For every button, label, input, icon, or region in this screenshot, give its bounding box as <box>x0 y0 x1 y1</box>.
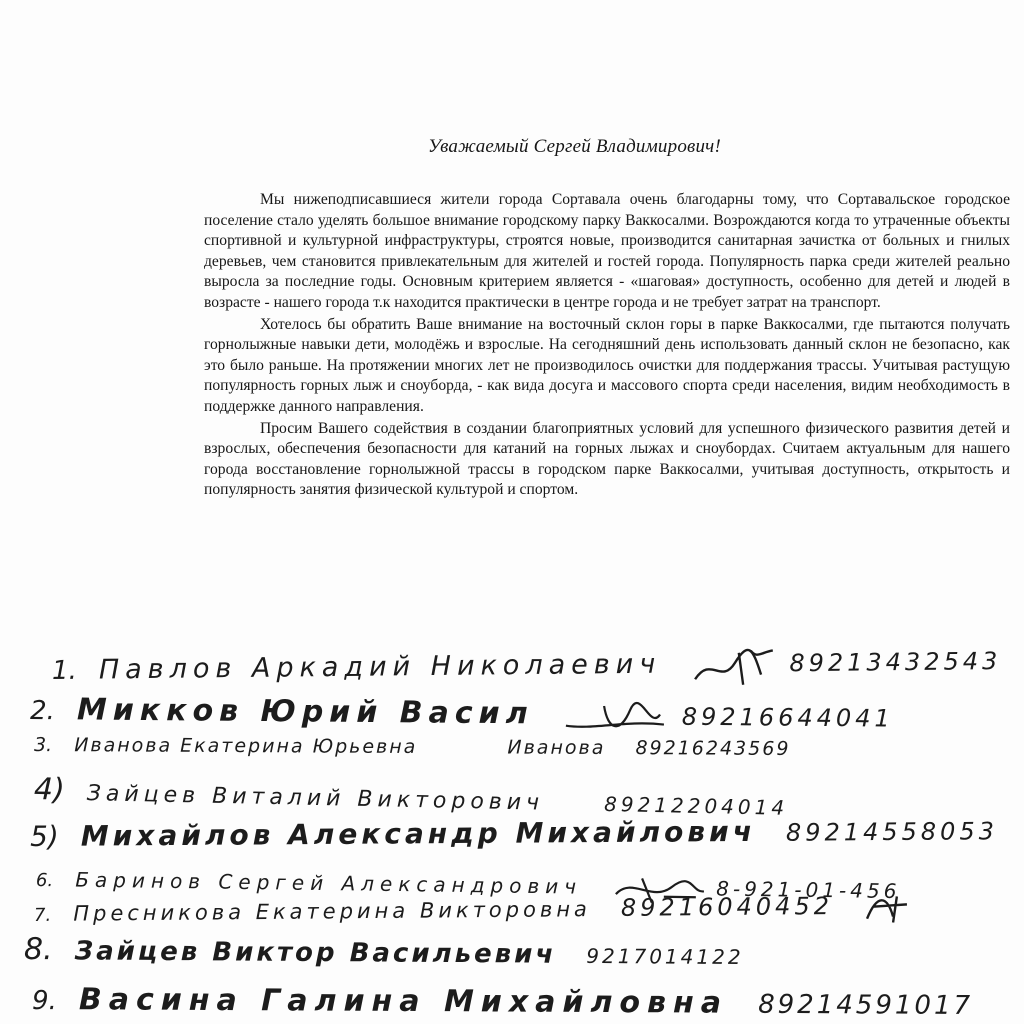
signature-number: 2. <box>29 696 55 727</box>
signature-row-3 <box>34 734 813 760</box>
salutation: Уважаемый Сергей Владимирович! <box>428 136 721 157</box>
signature-row-8 <box>24 932 766 972</box>
signer-phone: 89214558053 <box>785 817 999 847</box>
signature-row-1 <box>52 642 1024 696</box>
signature-row-9 <box>32 982 995 1022</box>
signer-signature-text: Иванова <box>507 736 606 759</box>
signer-phone: 89213432543 <box>789 646 1002 677</box>
signature-row-7 <box>34 890 913 934</box>
signature-number: 5) <box>29 819 59 853</box>
signature-number: 9. <box>31 986 57 1017</box>
signer-name: Иванова Екатерина Юрьевна <box>74 734 418 759</box>
signature-mark <box>563 699 673 740</box>
signer-name: Зайцев Виктор Васильевич <box>74 936 557 970</box>
paragraph-1: Мы нижеподписавшиеся жители города Сортавала очень благодарны тому, что Сортавальское городское поселение стало уделять большое внимание городскому парку Ваккосалми. Возрождаются когда то утраченные объекты спортивной и культурной инфраструктуры, строятся новые, производится санитарная зачистка от больных и гнилых деревьев, чем становится привлекательным для жителей и гостей города. Популярность парка среди жителей реально выросла за последние годы. Основным критерием является - «шаговая» доступность, особенно для детей и людей в возрасте - нашего города т.к находится практически в центре города и не требует затрат на транспорт. <box>204 191 1010 311</box>
paragraph-3: Просим Вашего содействия в создании благоприятных условий для успешного физического развития детей и взрослых, обеспечения безопасности для катаний на горных лыжах и сноубордах. Считаем актуальным для нашего города восстановление горнолыжной трассы в городском парке Ваккосалми, учитывая доступность, открытость и популярность занятия физической культурой и спортом. <box>204 419 1010 499</box>
signer-phone: 8-921-01-456 <box>716 875 901 903</box>
signer-phone: 89216644041 <box>681 702 894 733</box>
signer-name: Михайлов Александр Михайлович <box>80 814 756 853</box>
signer-phone: 9217014122 <box>586 943 744 970</box>
signer-name: Пресникова Екатерина Викторовна <box>73 896 591 926</box>
signer-name: Микков Юрий Васил <box>76 692 534 732</box>
letter-body <box>204 190 1010 501</box>
signature-number: 4) <box>33 772 66 808</box>
signature-mark <box>863 890 913 926</box>
signer-phone: 89216243569 <box>635 737 791 760</box>
signer-phone: 89214591017 <box>758 989 974 1021</box>
signer-phone: 89212204014 <box>603 791 789 820</box>
signer-name: Баринов Сергей Александрович <box>75 867 583 899</box>
signer-phone: 89216040452 <box>620 891 834 922</box>
signature-number: 7. <box>33 904 52 926</box>
signature-mark <box>691 644 781 689</box>
signer-name: Васина Галина Михайловна <box>78 982 729 1021</box>
signature-number: 3. <box>33 734 53 757</box>
signature-row-5 <box>30 813 1020 853</box>
signature-number: 6. <box>35 869 54 891</box>
signer-name: Зайцев Виталий Викторович <box>86 781 545 816</box>
signer-name: Павлов Аркадий Николаевич <box>98 648 662 686</box>
paragraph-2: Хотелось бы обратить Ваше внимание на восточный склон горы в парке Ваккосалми, где пытаются получать горнолыжные навыки дети, молодёжь и взрослые. На сегодняшний день использовать данный склон не безопасно, как это было раньше. На протяжении многих лет не производилось очистки для поддержания трассы. Учитывая растущую популярность горных лыж и сноуборда, - как вида досуга и массового спорта среди населения, видим необходимость в поддержке данного направления. <box>204 315 1010 415</box>
signature-number: 1. <box>51 655 77 686</box>
signature-number: 8. <box>23 932 53 968</box>
